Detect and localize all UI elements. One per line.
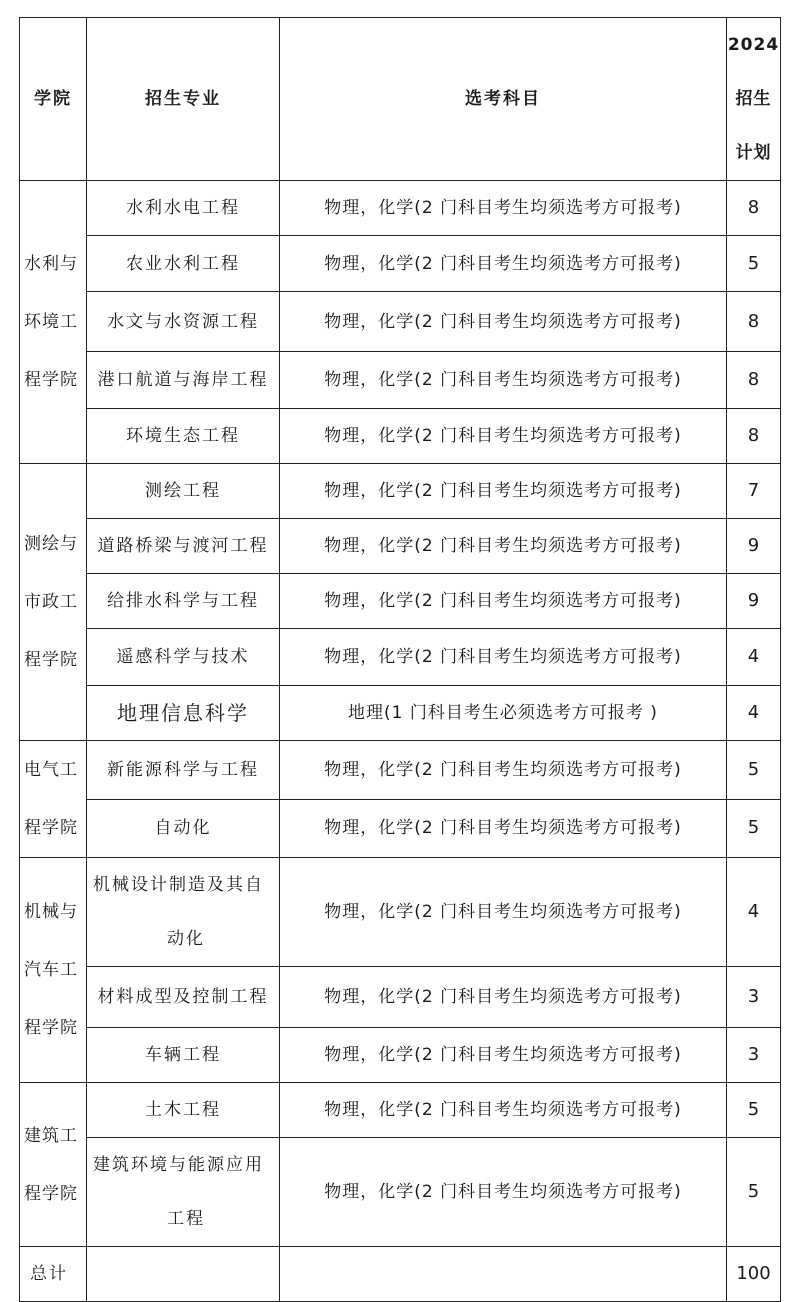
plan-cell: 8 [727, 409, 781, 464]
college-cell [20, 464, 87, 741]
subjects-cell: 地理(1 门科目考生必须选考方可报考 ) [280, 686, 727, 741]
header-row [20, 18, 781, 181]
table-row [20, 574, 781, 629]
subjects-cell: 物理，化学(2 门科目考生均须选考方可报考) [280, 574, 727, 629]
plan-cell: 3 [727, 1028, 781, 1083]
plan-cell: 8 [727, 352, 781, 409]
plan-cell: 9 [727, 574, 781, 629]
subjects-cell: 物理，化学(2 门科目考生均须选考方可报考) [280, 967, 727, 1028]
table-row [20, 629, 781, 686]
table-row [20, 1028, 781, 1083]
college-name-line: 程学院 [24, 1183, 78, 1204]
college-name-line: 水利与 [24, 254, 78, 274]
enrollment-plan-table [19, 17, 781, 1302]
major-cell: 农业水利工程 [87, 236, 280, 292]
college-name-line: 测绘与 [24, 534, 78, 554]
major-cell: 新能源科学与工程 [87, 741, 280, 800]
table-row [20, 799, 781, 858]
college-name-line: 汽车工 [24, 960, 78, 980]
plan-cell: 5 [727, 799, 781, 858]
plan-cell: 7 [727, 464, 781, 519]
subjects-cell: 物理，化学(2 门科目考生均须选考方可报考) [280, 1028, 727, 1083]
table-row [20, 464, 781, 519]
subjects-cell: 物理，化学(2 门科目考生均须选考方可报考) [280, 858, 727, 967]
plan-cell: 8 [727, 181, 781, 236]
major-line: 动化 [167, 929, 205, 949]
major-cell: 土木工程 [87, 1083, 280, 1138]
major-cell: 测绘工程 [87, 464, 280, 519]
major-line: 机械设计制造及其自 [93, 875, 264, 895]
header-plan-label-2: 计划 [735, 143, 772, 163]
table-row [20, 686, 781, 741]
college-name-line: 程学院 [24, 370, 78, 390]
table-row [20, 352, 781, 409]
subjects-cell: 物理，化学(2 门科目考生均须选考方可报考) [280, 1083, 727, 1138]
header-college: 学院 [20, 18, 87, 181]
total-plan: 100 [727, 1247, 781, 1302]
college-cell [20, 1083, 87, 1247]
major-cell: 环境生态工程 [87, 409, 280, 464]
table-row [20, 181, 781, 236]
college-cell [20, 181, 87, 464]
major-cell [87, 858, 280, 967]
total-empty-cell [280, 1247, 727, 1302]
table-row [20, 1138, 781, 1247]
major-cell: 自动化 [87, 799, 280, 858]
plan-cell: 9 [727, 519, 781, 574]
subjects-cell: 物理，化学(2 门科目考生均须选考方可报考) [280, 1138, 727, 1247]
college-name-line: 程学院 [24, 650, 78, 670]
header-plan [727, 18, 781, 181]
major-cell: 遥感科学与技术 [87, 629, 280, 686]
college-cell [20, 858, 87, 1083]
plan-cell: 4 [727, 629, 781, 686]
subjects-cell: 物理，化学(2 门科目考生均须选考方可报考) [280, 292, 727, 352]
plan-cell: 8 [727, 292, 781, 352]
total-label: 总计 [20, 1247, 87, 1302]
header-subjects: 选考科目 [280, 18, 727, 181]
college-name-line: 程学院 [24, 1018, 78, 1038]
plan-cell: 5 [727, 741, 781, 800]
college-name-line: 建筑工 [24, 1125, 78, 1146]
college-name-line: 市政工 [24, 592, 78, 612]
header-plan-label-1: 招生 [735, 89, 772, 109]
subjects-cell: 物理，化学(2 门科目考生均须选考方可报考) [280, 181, 727, 236]
major-cell: 水文与水资源工程 [87, 292, 280, 352]
table-row [20, 858, 781, 967]
subjects-cell: 物理，化学(2 门科目考生均须选考方可报考) [280, 409, 727, 464]
table-row [20, 236, 781, 292]
header-major: 招生专业 [87, 18, 280, 181]
major-cell: 港口航道与海岸工程 [87, 352, 280, 409]
table-row [20, 1083, 781, 1138]
college-name-line: 电气工 [24, 760, 78, 780]
major-cell: 给排水科学与工程 [87, 574, 280, 629]
table-row [20, 519, 781, 574]
subjects-cell: 物理，化学(2 门科目考生均须选考方可报考) [280, 464, 727, 519]
college-name-line: 程学院 [24, 818, 78, 838]
total-row [20, 1247, 781, 1302]
major-line: 工程 [167, 1209, 205, 1229]
subjects-cell: 物理，化学(2 门科目考生均须选考方可报考) [280, 799, 727, 858]
major-cell: 车辆工程 [87, 1028, 280, 1083]
table-row [20, 292, 781, 352]
plan-cell: 4 [727, 858, 781, 967]
plan-cell: 4 [727, 686, 781, 741]
subjects-cell: 物理，化学(2 门科目考生均须选考方可报考) [280, 519, 727, 574]
subjects-cell: 物理，化学(2 门科目考生均须选考方可报考) [280, 236, 727, 292]
total-empty-cell [87, 1247, 280, 1302]
major-line: 建筑环境与能源应用 [93, 1155, 264, 1175]
college-name-line: 机械与 [24, 902, 78, 922]
plan-cell: 5 [727, 1083, 781, 1138]
plan-cell: 5 [727, 1138, 781, 1247]
major-cell: 水利水电工程 [87, 181, 280, 236]
college-name-line: 环境工 [24, 312, 78, 332]
header-plan-year: 2024 [727, 35, 780, 55]
table-row [20, 967, 781, 1028]
table-row [20, 741, 781, 800]
major-cell: 材料成型及控制工程 [87, 967, 280, 1028]
plan-cell: 3 [727, 967, 781, 1028]
plan-cell: 5 [727, 236, 781, 292]
table-row [20, 409, 781, 464]
subjects-cell: 物理，化学(2 门科目考生均须选考方可报考) [280, 629, 727, 686]
major-cell: 道路桥梁与渡河工程 [87, 519, 280, 574]
major-cell: 地理信息科学 [87, 686, 280, 741]
major-cell [87, 1138, 280, 1247]
college-cell [20, 741, 87, 858]
subjects-cell: 物理，化学(2 门科目考生均须选考方可报考) [280, 352, 727, 409]
subjects-cell: 物理，化学(2 门科目考生均须选考方可报考) [280, 741, 727, 800]
